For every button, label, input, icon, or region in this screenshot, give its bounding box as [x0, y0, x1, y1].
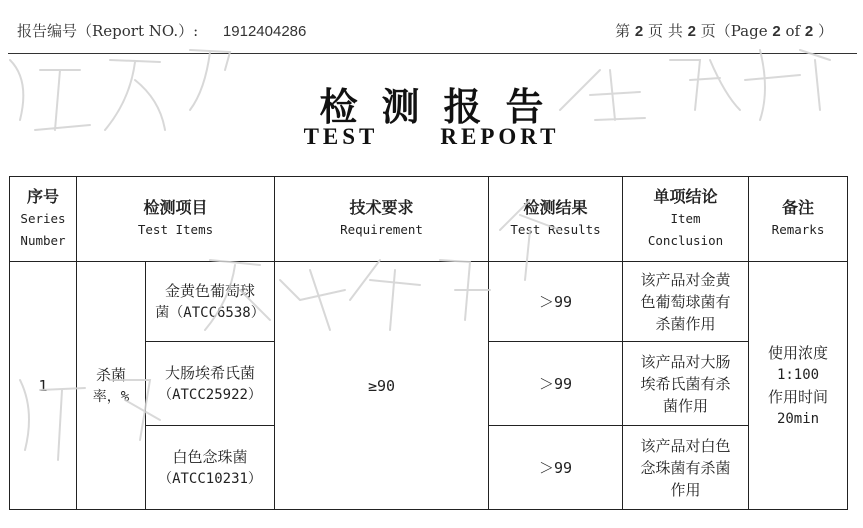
organism-line1: 大肠埃希氏菌 — [165, 363, 256, 382]
result-cell: ＞99 — [489, 262, 623, 342]
conclusion-cell — [623, 426, 749, 510]
header-requirement — [275, 177, 489, 262]
header-concl-en1: Item — [670, 211, 701, 226]
header-results — [489, 177, 623, 262]
organism-line1: 金黄色葡萄球 — [165, 281, 256, 300]
page-of: of — [785, 22, 801, 40]
table-header-row — [10, 177, 848, 262]
conclusion-line1: 该产品对金黄 — [640, 270, 731, 289]
remark-line2: 1:100 — [776, 366, 820, 383]
header-remarks-cn: 备注 — [782, 198, 815, 217]
header-item-en: Test Items — [137, 222, 214, 237]
organism-cell — [146, 262, 275, 342]
seq-number: 1 — [10, 262, 77, 510]
requirement-cell: ≥90 — [275, 262, 489, 510]
conclusion-line1: 该产品对白色 — [640, 436, 731, 455]
page-total-en: 2 — [804, 23, 814, 40]
conclusion-cell — [623, 342, 749, 426]
organism-line2: 菌（ATCC6538） — [155, 304, 265, 321]
title-en-right: REPORT — [440, 124, 560, 149]
header-req-en: Requirement — [340, 222, 423, 237]
page-prefix: 第 — [615, 22, 631, 40]
conclusion-line1: 该产品对大肠 — [640, 352, 731, 371]
header-seq-en1: Series — [20, 211, 66, 226]
header-seq-en2: Number — [20, 233, 66, 248]
header-result-cn: 检测结果 — [523, 198, 588, 217]
header-remarks — [749, 177, 848, 262]
organism-cell — [146, 426, 275, 510]
conclusion-line2: 色葡萄球菌有 — [640, 292, 731, 311]
report-number — [17, 20, 306, 41]
header-remarks-en: Remarks — [771, 222, 825, 237]
remarks-cell — [749, 262, 848, 510]
title-en-left: TEST — [303, 124, 379, 149]
title-chinese: 检测报告 — [319, 84, 568, 129]
header-req-cn: 技术要求 — [349, 198, 414, 217]
header-test-items — [77, 177, 275, 262]
organism-line1: 白色念珠菌 — [172, 447, 248, 466]
result-cell: ＞99 — [489, 426, 623, 510]
organism-line2: （ATCC10231） — [158, 470, 262, 487]
header-conclusion — [623, 177, 749, 262]
header-seq — [10, 177, 77, 262]
conclusion-line3: 作用 — [670, 480, 701, 499]
page-suffix: 页（Page — [700, 22, 768, 40]
title-english — [0, 124, 863, 150]
header-divider — [8, 53, 857, 54]
conclusion-line3: 菌作用 — [663, 396, 709, 415]
report-number-value: 1912404286 — [222, 23, 307, 40]
conclusion-cell — [623, 262, 749, 342]
conclusion-line3: 杀菌作用 — [655, 314, 716, 333]
remark-line1: 使用浓度 — [768, 343, 829, 362]
conclusion-line2: 念珠菌有杀菌 — [640, 458, 731, 477]
organism-cell — [146, 342, 275, 426]
result-cell: ＞99 — [489, 342, 623, 426]
page-indicator — [615, 20, 833, 41]
remark-line4: 20min — [776, 410, 820, 427]
table-row — [10, 262, 848, 342]
conclusion-line2: 埃希氏菌有杀 — [640, 374, 731, 393]
report-number-label: 报告编号（Report NO.）: — [17, 22, 199, 40]
page-total: 2 — [687, 23, 696, 40]
header-concl-cn: 单项结论 — [653, 187, 718, 206]
header-result-en: Test Results — [510, 222, 601, 237]
results-table — [9, 176, 848, 510]
page-current-en: 2 — [772, 23, 781, 40]
header-item-cn: 检测项目 — [143, 198, 208, 217]
page-mid: 页 共 — [648, 22, 683, 40]
header-concl-en2: Conclusion — [647, 233, 724, 248]
category-cell — [77, 262, 146, 510]
page-close: ） — [817, 22, 833, 40]
remark-line3: 作用时间 — [768, 387, 829, 406]
category-line1: 杀菌 — [95, 365, 126, 384]
category-line2: 率，% — [92, 388, 130, 405]
header-seq-cn: 序号 — [26, 187, 59, 206]
page-current: 2 — [634, 23, 644, 40]
organism-line2: （ATCC25922） — [158, 386, 262, 403]
